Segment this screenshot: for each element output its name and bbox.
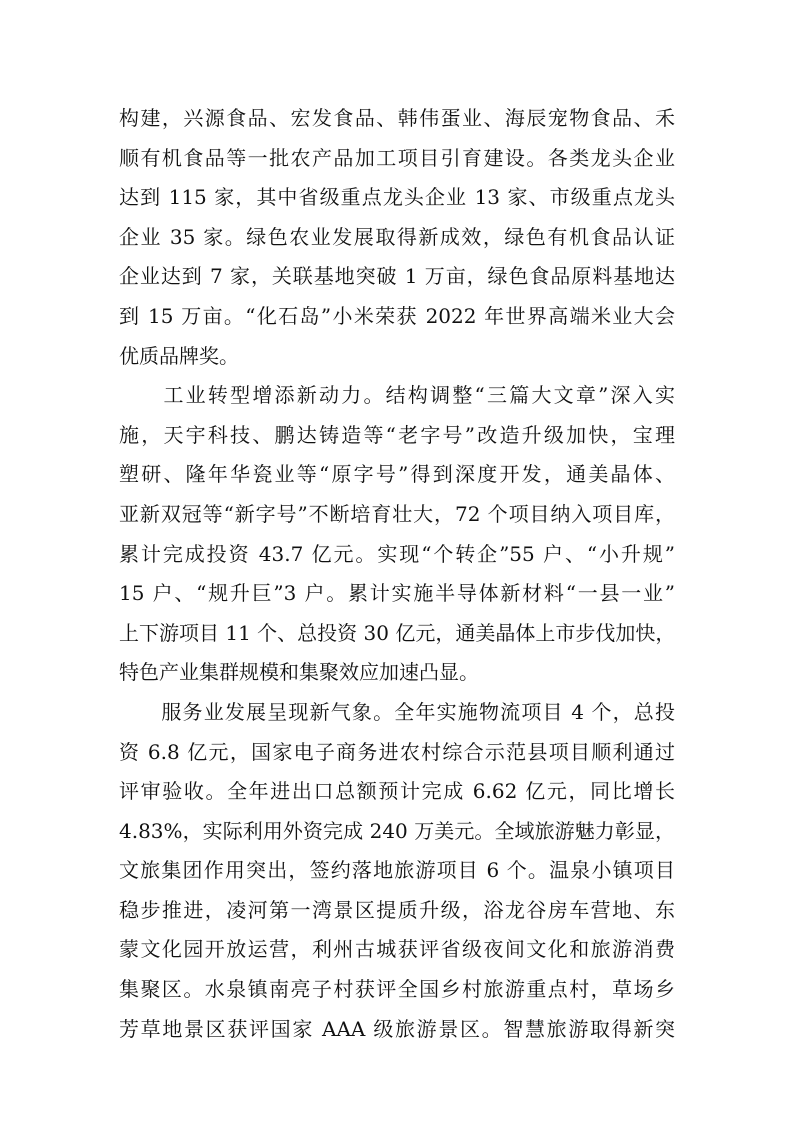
text-line: 塑研、隆年华瓷业等“原字号”得到深度开发，通美晶体、 — [119, 462, 675, 487]
body-text — [119, 99, 675, 1049]
text-line: 到 15 万亩。“化石岛”小米荣获 2022 年世界高端米业大会 — [119, 303, 675, 328]
text-line: 特色产业集群规模和集聚效应加速凸显。 — [119, 660, 479, 685]
text-line: 稳步推进，凌河第一湾景区提质升级，浴龙谷房车营地、东 — [119, 897, 675, 922]
text-line: 顺有机食品等一批农产品加工项目引育建设。各类龙头企业 — [119, 145, 675, 170]
text-line: 蒙文化园开放运营，利州古城获评省级夜间文化和旅游消费 — [119, 937, 675, 962]
text-line: 累计完成投资 43.7 亿元。实现“个转企”55 户、“小升规” — [119, 541, 675, 566]
text-line: 企业 35 家。绿色农业发展取得新成效，绿色有机食品认证 — [119, 224, 675, 249]
text-line: 工业转型增添新动力。结构调整“三篇大文章”深入实 — [119, 383, 675, 408]
text-line: 资 6.8 亿元，国家电子商务进农村综合示范县项目顺利通过 — [119, 739, 675, 764]
text-line: 文旅集团作用突出，签约落地旅游项目 6 个。温泉小镇项目 — [119, 858, 675, 883]
text-line: 4.83%，实际利用外资完成 240 万美元。全域旅游魅力彰显， — [119, 818, 675, 843]
text-line: 施，天宇科技、鹏达铸造等“老字号”改造升级加快，宝理 — [119, 422, 675, 447]
text-line: 优质品牌奖。 — [119, 343, 239, 368]
text-line: 构建，兴源食品、宏发食品、韩伟蛋业、海辰宠物食品、禾 — [119, 106, 675, 130]
text-line: 芳草地景区获评国家 AAA 级旅游景区。智慧旅游取得新突 — [119, 1016, 675, 1041]
text-line: 评审验收。全年进出口总额预计完成 6.62 亿元，同比增长 — [119, 779, 675, 804]
text-line: 上下游项目 11 个、总投资 30 亿元，通美晶体上市步伐加快， — [119, 620, 676, 645]
text-line: 亚新双冠等“新字号”不断培育壮大，72 个项目纳入项目库， — [119, 501, 675, 526]
text-line: 15 户、“规升巨”3 户。累计实施半导体新材料“一县一业” — [119, 581, 675, 606]
text-line: 企业达到 7 家，关联基地突破 1 万亩，绿色食品原料基地达 — [119, 264, 675, 289]
text-line: 服务业发展呈现新气象。全年实施物流项目 4 个，总投 — [119, 699, 675, 724]
text-line: 达到 115 家，其中省级重点龙头企业 13 家、市级重点龙头 — [119, 185, 675, 210]
text-line: 集聚区。水泉镇南亮子村获评全国乡村旅游重点村，草场乡 — [119, 977, 675, 1002]
